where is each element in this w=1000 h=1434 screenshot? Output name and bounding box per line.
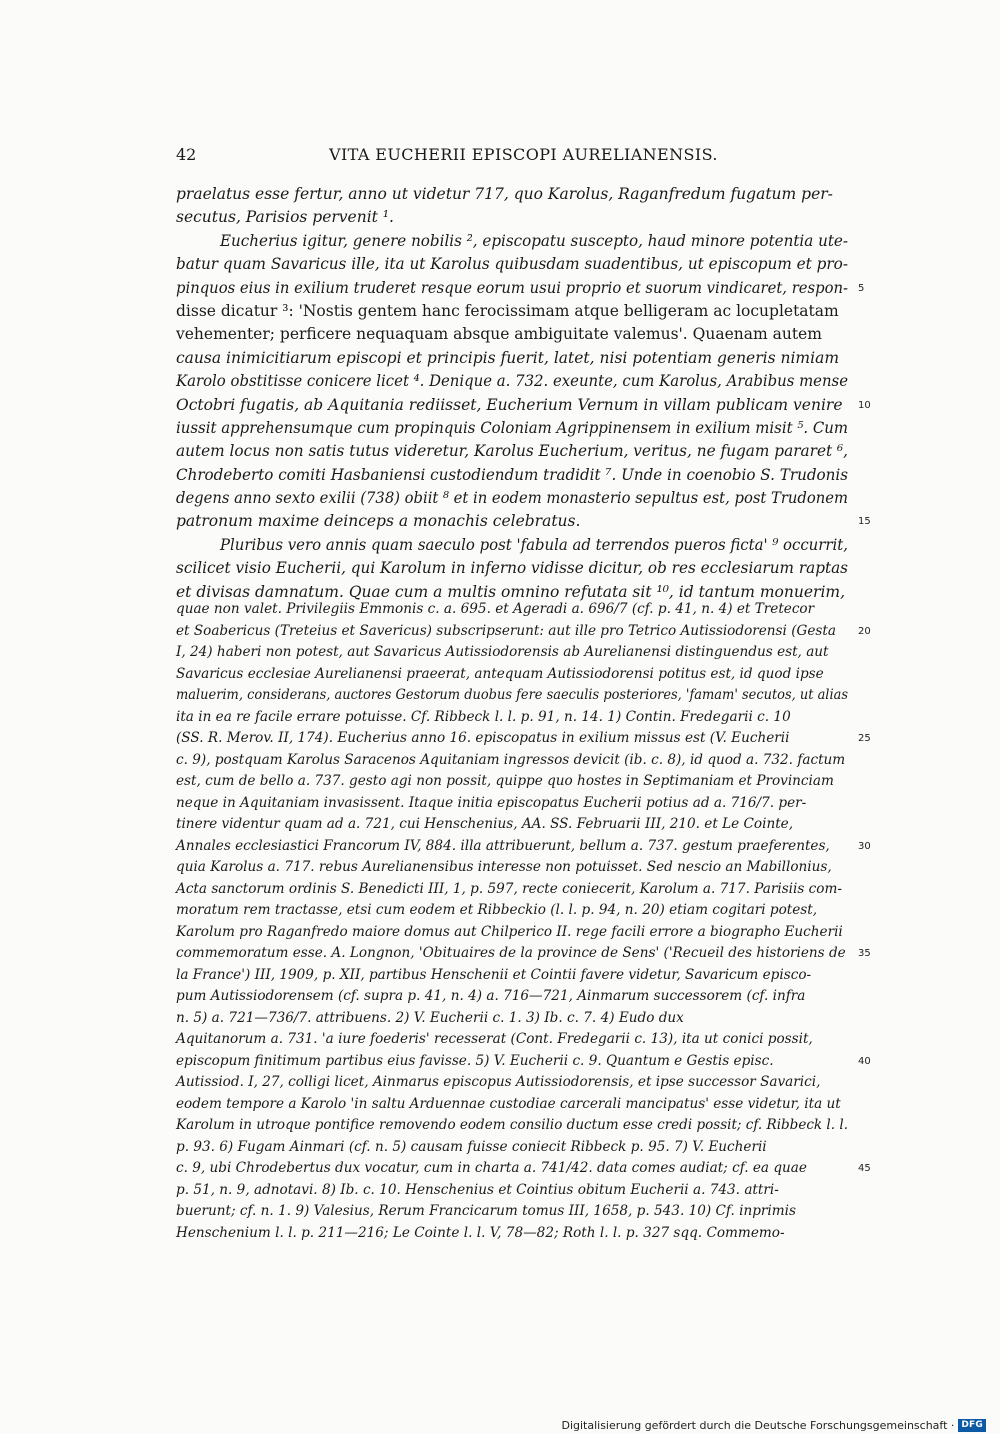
main-text-line xyxy=(176,230,848,253)
footnote-line xyxy=(176,1051,871,1073)
footnote-line xyxy=(176,879,848,901)
footnote-line-text: Annales ecclesiastici Francorum IV, 884. illa attribuerunt, bellum a. 737. gestum praeferentes, xyxy=(176,837,830,854)
footnote-line-text: Henschenium l. l. p. 211—216; Le Cointe l. l. V, 78—82; Roth l. l. p. 327 sqq. Commemo- xyxy=(176,1224,785,1241)
main-text-line xyxy=(176,557,848,580)
page-header xyxy=(176,145,848,169)
dfg-credit-text: Digitalisierung gefördert durch die Deutsche Forschungsgemeinschaft · xyxy=(561,1418,955,1432)
footnote-line-text: et Soabericus (Treteius et Savericus) subscripserunt: aut ille pro Tetrico Autissiodorensi (Gesta xyxy=(176,622,836,639)
footnote-line-text: eodem tempore a Karolo 'in saltu Arduennae custodiae carcerali mancipatus' esse videtur, ita ut xyxy=(176,1095,841,1112)
footnote-line-text: p. 51, n. 9, adnotavi. 8) Ib. c. 10. Henschenius et Cointius obitum Eucherii a. 743. attri- xyxy=(176,1181,779,1198)
main-text-line-text: vehementer; perficere nequaquam absque ambiguitate valemus'. Quaenam autem xyxy=(176,325,822,344)
footnote-line xyxy=(176,965,848,987)
footnote-line xyxy=(176,986,848,1008)
main-text-line xyxy=(176,440,848,463)
main-text-line-text: Octobri fugatis, ab Aquitania rediisset, Eucherium Vernum in villam publicam venire xyxy=(176,395,843,414)
footnotes-block xyxy=(176,599,871,1244)
footnote-line xyxy=(176,836,871,858)
footnote-line xyxy=(176,1201,848,1223)
footnote-line xyxy=(176,1029,848,1051)
footnote-line xyxy=(176,1158,871,1180)
main-text-line-text: causa inimicitiarum episcopi et principis fuerit, latet, nisi potentiam generis nimiam xyxy=(176,348,840,367)
footnote-line-text: neque in Aquitaniam invasissent. Itaque initia episcopatus Eucherii potius ad a. 716/7. per- xyxy=(176,794,807,811)
main-text-block xyxy=(176,183,871,604)
main-text-line-text: iussit apprehensumque cum propinquis Coloniam Agrippinensem in exilium misit ⁵. Cum xyxy=(176,418,848,437)
margin-line-number: 40 xyxy=(858,1055,871,1067)
footnote-line xyxy=(176,1137,848,1159)
main-text-line-text: degens anno sexto exilii (738) obiit ⁸ et in eodem monasterio sepultus est, post Trudonem xyxy=(176,489,848,508)
main-text-line-text: autem locus non satis tutus videretur, Karolus Eucherium, veritus, ne fugam pararet ⁶, xyxy=(176,442,848,461)
footnote-line xyxy=(176,1094,848,1116)
main-text-line-text: Chrodeberto comiti Hasbaniensi custodiendum tradidit ⁷. Unde in coenobio S. Trudonis xyxy=(176,465,848,484)
margin-line-number: 45 xyxy=(858,1163,871,1174)
dfg-logo-icon: DFG xyxy=(958,1419,986,1432)
main-text-line xyxy=(176,464,848,487)
footnote-line xyxy=(176,750,848,772)
main-text-line xyxy=(176,183,848,206)
footnote-line-text: Acta sanctorum ordinis S. Benedicti III, 1, p. 597, recte coniecerit, Karolum a. 717. Parisiis com- xyxy=(176,880,842,897)
footnote-line xyxy=(176,943,871,965)
main-text-line-text: praelatus esse fertur, anno ut videtur 717, quo Karolus, Raganfredum fugatum per- xyxy=(176,185,833,203)
main-text-line-text: Karolo obstitisse conicere licet ⁴. Denique a. 732. exeunte, cum Karolus, Arabibus mense xyxy=(176,372,848,391)
main-text-line xyxy=(176,394,871,417)
main-text-line-text: Pluribus vero annis quam saeculo post 'fabula ad terrendos pueros ficta' ⁹ occurrit, xyxy=(220,535,848,554)
footnote-line-text: commemoratum esse. A. Longnon, 'Obituaires de la province de Sens' ('Recueil des historiens de xyxy=(176,945,846,961)
footnote-line-text: tinere videntur quam ad a. 721, cui Henschenius, AA. SS. Februarii III, 210. et Le Cointe, xyxy=(176,816,794,832)
main-text-line-text: Eucherius igitur, genere nobilis ², episcopatu suscepto, haud minore potentia ute- xyxy=(220,231,848,250)
main-text-line xyxy=(176,417,848,440)
footnote-line-text: episcopum finitimum partibus eius favisse. 5) V. Eucherii c. 9. Quantum e Gestis episc. xyxy=(176,1052,774,1069)
footnote-line xyxy=(176,707,848,729)
footnote-line-text: Savaricus ecclesiae Aurelianensi praeerat, antequam Autissiodorensi potitus est, id quod ipse xyxy=(176,665,824,682)
footnote-line xyxy=(176,621,871,643)
footnote-line-text: p. 93. 6) Fugam Ainmari (cf. n. 5) causam fuisse coniecit Ribbeck p. 95. 7) V. Eucherii xyxy=(176,1138,767,1155)
main-text-line xyxy=(176,323,848,346)
margin-line-number: 30 xyxy=(858,840,871,852)
footnote-line-text: Autissiod. I, 27, colligi licet, Ainmarus episcopus Autissiodorensis, et ipse successor Savarici, xyxy=(176,1074,821,1090)
footnote-line-text: (SS. R. Merov. II, 174). Eucherius anno 16. episcopatus in exilium missus est (V. Eucherii xyxy=(176,730,790,746)
main-text-line-text: disse dicatur ³: 'Nostis gentem hanc ferocissimam atque belligeram ac locupletatam xyxy=(176,301,839,320)
footnote-line xyxy=(176,1180,848,1202)
footnote-line-text: I, 24) haberi non potest, aut Savaricus Autissiodorensis ab Aurelianensi distinguendus est, aut xyxy=(176,644,829,660)
main-text-line xyxy=(176,510,871,533)
main-text-line-text: pinquos eius in exilium truderet resque eorum usui proprio et suorum vindicaret, respon- xyxy=(176,278,848,297)
main-text-line xyxy=(176,347,848,370)
running-title: VITA EUCHERII EPISCOPI AURELIANENSIS. xyxy=(329,145,718,164)
footnote-line-text: la France') III, 1909, p. XII, partibus Henschenii et Cointii favere videtur, Savaricum episco- xyxy=(176,966,812,983)
footnote-line xyxy=(176,728,871,750)
footnote-line xyxy=(176,814,848,836)
main-text-line-text: secutus, Parisios pervenit ¹. xyxy=(176,208,394,227)
footnote-line xyxy=(176,1223,848,1245)
footnote-line xyxy=(176,1008,848,1030)
footnote-line xyxy=(176,642,848,664)
footnote-line xyxy=(176,1115,848,1137)
footnote-line-text: quia Karolus a. 717. rebus Aurelianensibus interesse non potuisset. Sed nescio an Mabillonius, xyxy=(176,859,832,875)
footnote-line-text: buerunt; cf. n. 1. 9) Valesius, Rerum Francicarum tomus III, 1658, p. 543. 10) Cf. inprimis xyxy=(176,1203,796,1219)
main-text-line-text: scilicet visio Eucherii, qui Karolum in inferno vidisse dicitur, ob res ecclesiarum raptas xyxy=(176,559,848,578)
main-text-line xyxy=(176,277,865,300)
main-text-line xyxy=(176,300,848,323)
footnote-line xyxy=(176,922,848,944)
page-number: 42 xyxy=(176,145,197,164)
footnote-line xyxy=(176,599,848,621)
footnote-line-text: c. 9), postquam Karolus Saracenos Aquitaniam ingressos devicit (ib. c. 8), id quod a. 732. factum xyxy=(176,751,846,768)
footnote-line xyxy=(176,664,848,686)
dfg-credit xyxy=(561,1418,986,1432)
footnote-line xyxy=(176,857,848,879)
footnote-line xyxy=(176,685,848,707)
footnote-line-text: n. 5) a. 721—736/7. attribuens. 2) V. Eucherii c. 1. 3) Ib. c. 7. 4) Eudo dux xyxy=(176,1009,684,1026)
footnote-line xyxy=(176,900,848,922)
main-text-line xyxy=(176,253,848,276)
footnote-line-text: est, cum de bello a. 737. gesto agi non possit, quippe quo hostes in Septimaniam et Provinciam xyxy=(176,773,834,789)
main-text-line xyxy=(176,487,848,510)
main-text-line-text: et divisas damnatum. Quae cum a multis omnino refutata sit ¹⁰, id tantum monuerim, xyxy=(176,582,846,601)
margin-line-number: 20 xyxy=(858,625,871,637)
margin-line-number: 10 xyxy=(858,399,871,411)
footnote-line-text: Karolum pro Raganfredo maiore domus aut Chilperico II. rege facili errore a biographo Eucherii xyxy=(176,923,843,940)
margin-line-number: 35 xyxy=(858,948,871,959)
footnote-line-text: ita in ea re facile errare potuisse. Cf. Ribbeck l. l. p. 91, n. 14. 1) Contin. Fredegarii c. 10 xyxy=(176,708,791,725)
main-text-line xyxy=(176,370,848,393)
footnote-line xyxy=(176,771,848,793)
main-text-line-text: patronum maxime deinceps a monachis celebratus. xyxy=(176,512,581,531)
margin-line-number: 5 xyxy=(858,282,865,294)
footnote-line xyxy=(176,1072,848,1094)
footnote-line-text: maluerim, considerans, auctores Gestorum duobus fere saeculis posteriores, 'famam' secutos, ut alias xyxy=(176,687,848,703)
margin-line-number: 25 xyxy=(858,733,871,744)
main-text-line xyxy=(176,534,848,557)
footnote-line-text: Aquitanorum a. 731. 'a iure foederis' recesserat (Cont. Fredegarii c. 13), ita ut conici possit, xyxy=(176,1031,813,1047)
main-text-line xyxy=(176,206,848,229)
footnote-line-text: pum Autissiodorensem (cf. supra p. 41, n. 4) a. 716—721, Ainmarum successorem (cf. infra xyxy=(176,988,806,1004)
footnote-line-text: moratum rem tractasse, etsi cum eodem et Ribbeckio (l. l. p. 94, n. 20) etiam cogitari potest, xyxy=(176,902,818,918)
footnote-line-text: c. 9, ubi Chrodebertus dux vocatur, cum in charta a. 741/42. data comes audiat; cf. ea quae xyxy=(176,1160,807,1176)
footnote-line-text: Karolum in utroque pontifice removendo eodem consilio ductum esse credi possit; cf. Ribbeck l. l. xyxy=(176,1117,848,1133)
footnote-line-text: quae non valet. Privilegiis Emmonis c. a. 695. et Ageradi a. 696/7 (cf. p. 41, n. 4) et Tretecor xyxy=(176,601,815,617)
footnote-line xyxy=(176,793,848,815)
main-text-line-text: batur quam Savaricus ille, ita ut Karolus quibusdam suadentibus, ut episcopum et pro- xyxy=(176,255,848,274)
margin-line-number: 15 xyxy=(858,516,871,528)
